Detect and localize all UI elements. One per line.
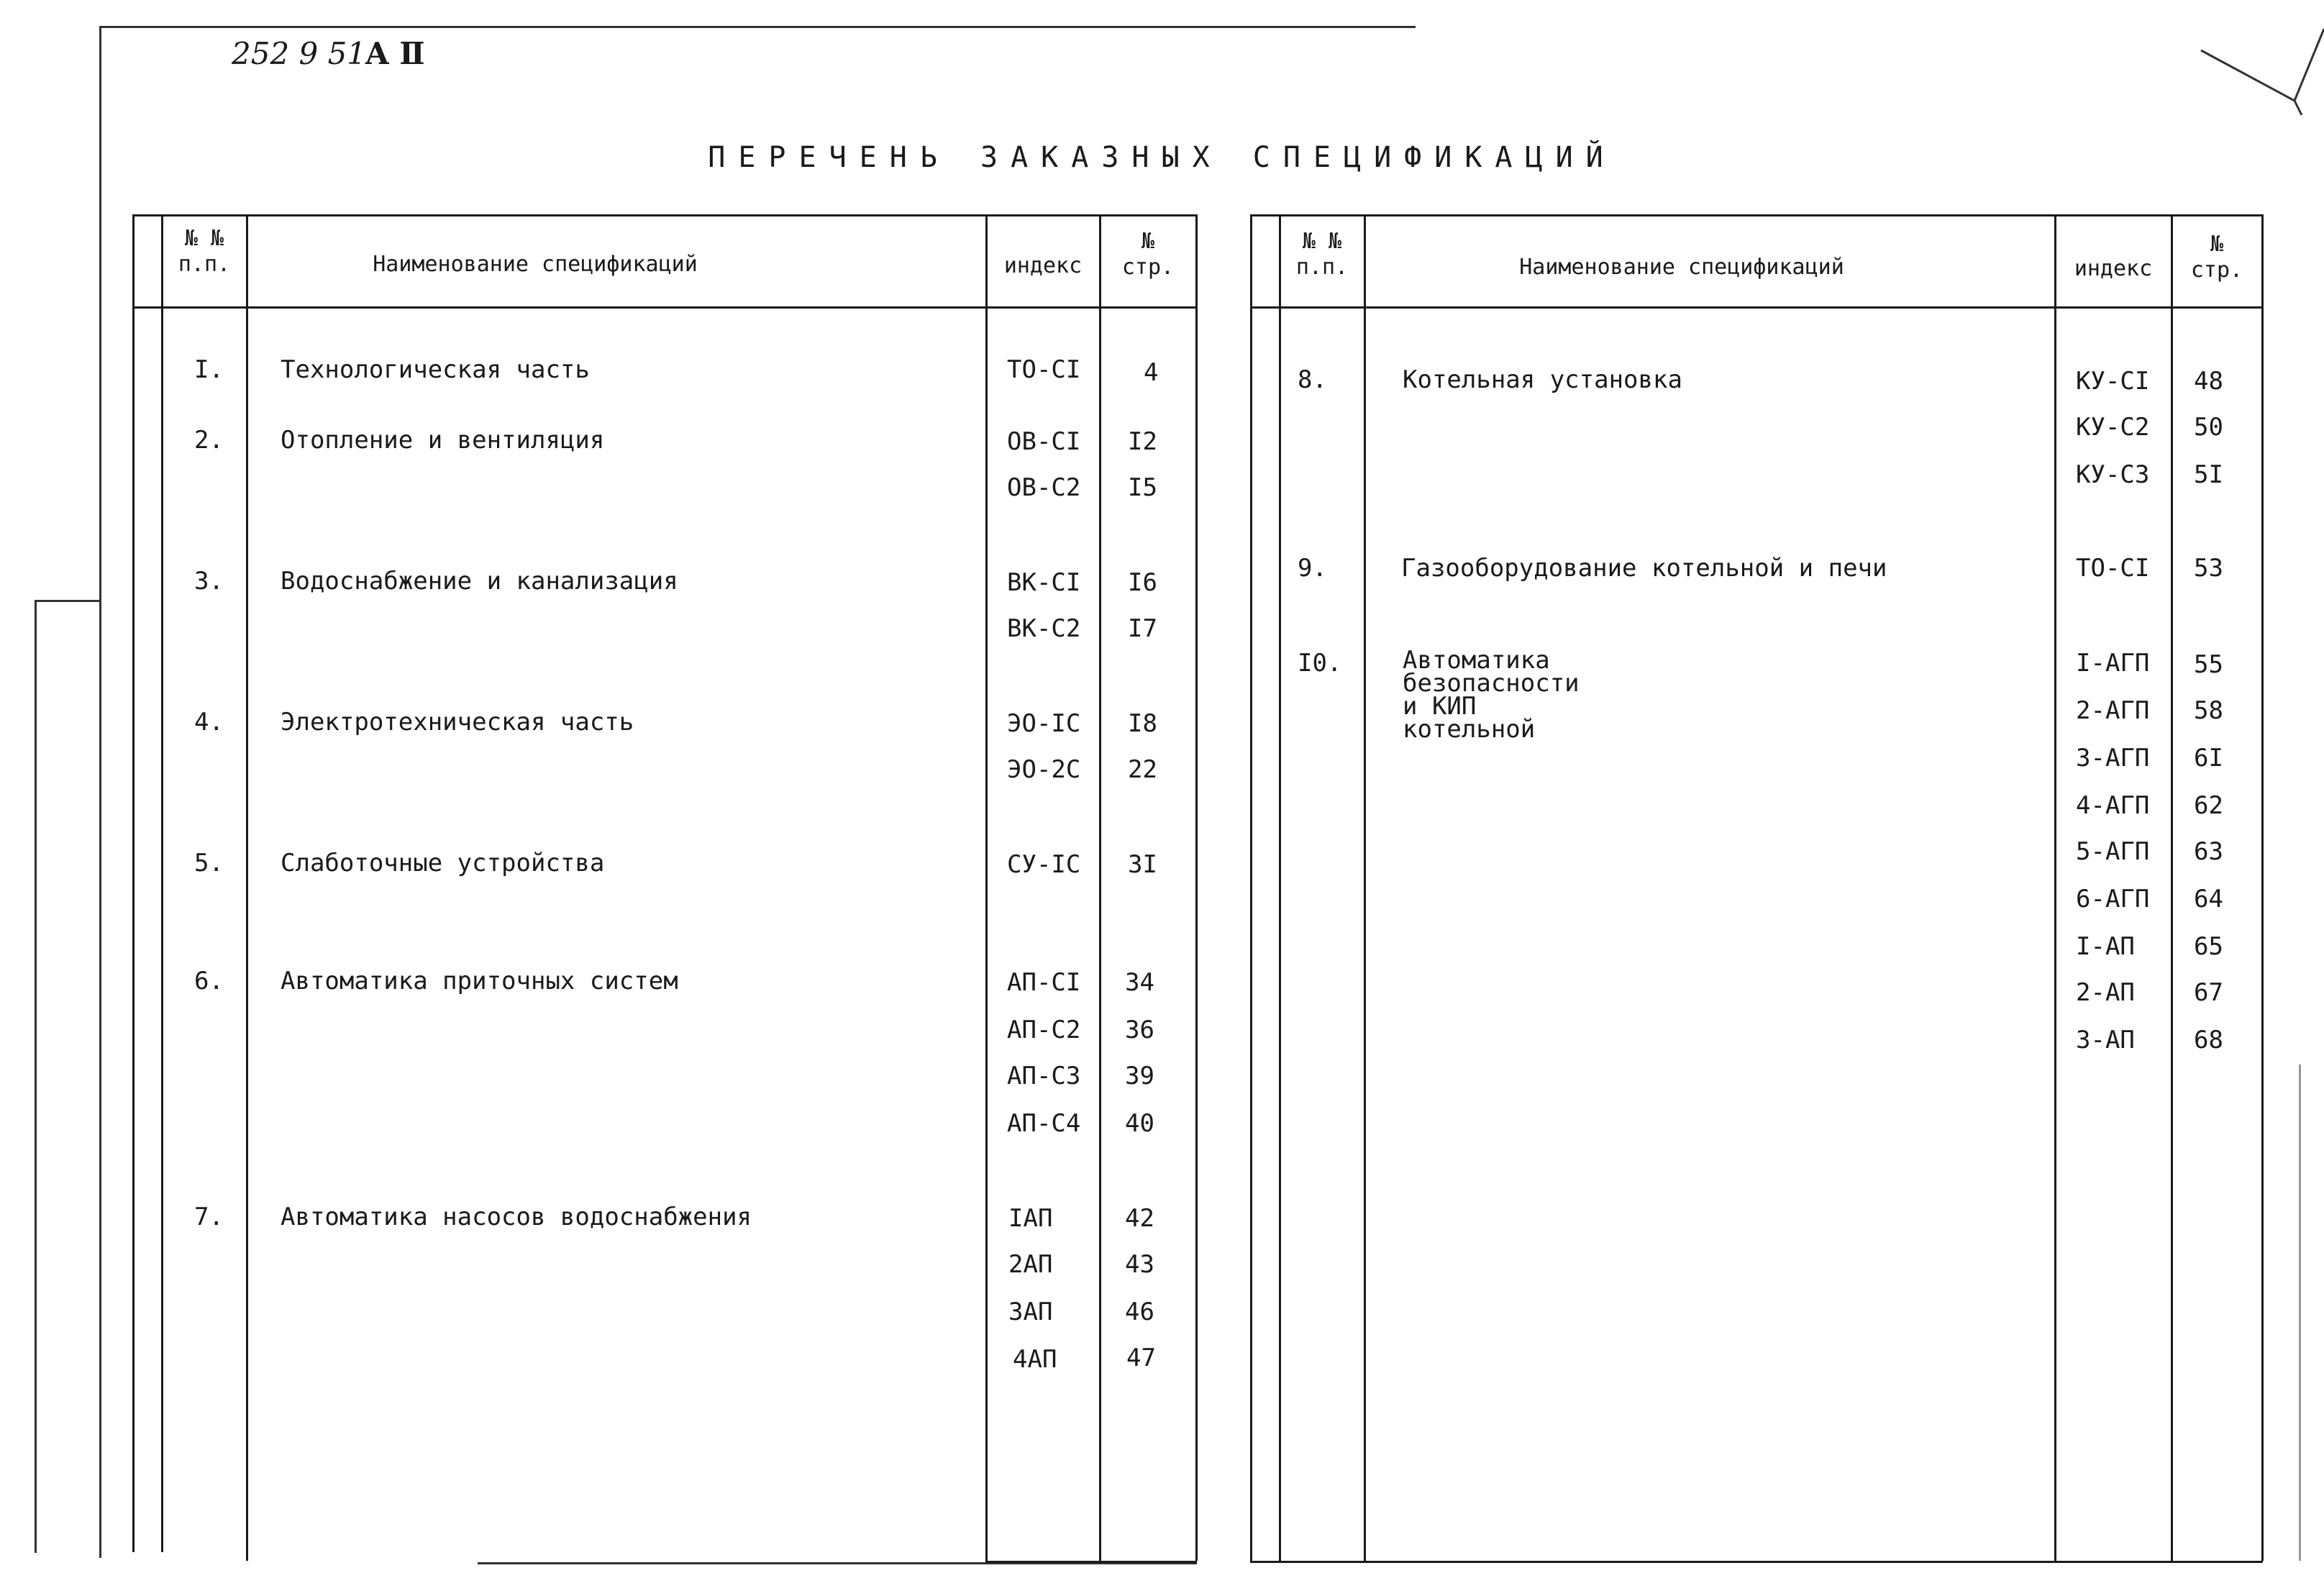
left-row-num: 4. (194, 708, 224, 737)
right-row-name: Газооборудование котельной и печи (1401, 554, 1887, 583)
left-row-name: Водоснабжение и канализация (281, 567, 678, 596)
left-header-page: № стр. (1121, 229, 1175, 280)
left-row-page: 42 (1125, 1204, 1154, 1233)
left-header-index: индекс (1003, 253, 1083, 278)
left-row-page: 43 (1125, 1250, 1154, 1279)
right-table-outer-left (1250, 214, 1252, 1561)
right-row-page: 53 (2194, 554, 2223, 583)
left-row-num: 6. (194, 967, 224, 995)
left-row-index: ЭО-2С (1007, 755, 1081, 784)
left-row-num: 7. (194, 1203, 224, 1231)
left-row-name: Технологическая часть (281, 355, 590, 384)
left-table-col-page (1099, 214, 1101, 1561)
left-row-name: Автоматика насосов водоснабжения (281, 1203, 752, 1231)
right-row-page: 5I (2194, 460, 2223, 489)
left-table-header-divider (132, 306, 1197, 309)
left-row-page: I2 (1128, 427, 1157, 456)
right-table-bottom-border (1250, 1561, 2263, 1563)
right-table-top-border (1250, 214, 2263, 216)
left-row-index: 3АП (1008, 1298, 1053, 1326)
corner-mark (2194, 0, 2324, 115)
right-row-num: 9. (1298, 554, 1327, 583)
left-row-index: АП-СI (1007, 968, 1081, 997)
left-row-page: 3I (1128, 850, 1157, 879)
sheet-mark: A Ⅱ (365, 36, 425, 71)
frame-top-line (99, 26, 1416, 28)
left-row-name: Автоматика приточных систем (281, 967, 678, 995)
left-table-col-num (161, 214, 163, 1552)
left-header-num: № № п.п. (178, 226, 231, 277)
left-row-num: I. (194, 355, 224, 384)
right-row-page: 6I (2194, 744, 2223, 772)
left-row-index: ВК-СI (1007, 568, 1081, 597)
right-header-name: Наименование спецификаций (1519, 255, 1844, 280)
left-row-index: 4АП (1013, 1345, 1057, 1374)
left-row-index: АП-С4 (1007, 1109, 1081, 1138)
right-row-page: 63 (2194, 837, 2223, 866)
right-table-col-name (1364, 214, 1366, 1561)
left-row-num: 3. (194, 567, 224, 596)
right-row-num: 8. (1298, 365, 1327, 394)
right-header-page: № стр. (2190, 232, 2243, 283)
right-row-page: 62 (2194, 791, 2223, 820)
right-header-num: № № п.п. (1295, 229, 1349, 280)
right-row-name: Автоматика безопасности и КИП котельной (1403, 646, 1580, 744)
left-row-num: 5. (194, 849, 224, 877)
left-table-bottom-border (985, 1561, 1197, 1563)
right-row-index: 3-АП (2076, 1026, 2135, 1054)
left-row-index: ВК-С2 (1007, 614, 1081, 643)
left-row-index: IАП (1008, 1204, 1053, 1233)
right-row-page: 64 (2194, 885, 2223, 913)
right-row-page: 55 (2194, 650, 2223, 679)
right-row-page: 67 (2194, 978, 2223, 1007)
right-row-index: КУ-С2 (2076, 413, 2150, 442)
right-row-index: I-АГП (2076, 649, 2150, 678)
left-row-page: I7 (1128, 614, 1157, 643)
left-row-index: АП-С3 (1007, 1062, 1081, 1090)
right-row-index: КУ-СI (2076, 367, 2150, 396)
left-row-index: ЭО-IС (1007, 709, 1081, 738)
left-table-col-index (985, 214, 988, 1561)
left-row-index: ОВ-СI (1007, 427, 1081, 456)
left-row-index: 2АП (1008, 1250, 1053, 1279)
margin-stub-line (35, 600, 37, 1553)
right-row-index: 5-АГП (2076, 837, 2150, 866)
right-table-col-page (2171, 214, 2173, 1561)
left-table-col-name (246, 214, 248, 1561)
left-row-index: СУ-IС (1007, 850, 1081, 879)
document-code: 252 9 51 (232, 36, 367, 71)
frame-left-line (99, 26, 101, 1558)
left-table-top-border (132, 214, 1197, 216)
left-row-page: 47 (1126, 1344, 1156, 1372)
right-row-index: 6-АГП (2076, 885, 2150, 913)
left-table-outer-right (1195, 214, 1198, 1561)
right-row-num: I0. (1298, 649, 1342, 678)
left-row-page: 4 (1144, 358, 1159, 387)
left-row-page: 34 (1125, 968, 1154, 997)
right-row-index: 2-АП (2076, 978, 2135, 1007)
right-row-index: КУ-С3 (2076, 460, 2150, 489)
right-table-col-index (2054, 214, 2056, 1561)
left-row-num: 2. (194, 426, 224, 455)
left-row-page: 22 (1128, 755, 1157, 784)
left-row-page: 46 (1125, 1298, 1154, 1326)
left-row-name: Слаботочные устройства (281, 849, 605, 877)
right-table-outer-right (2261, 214, 2264, 1561)
left-row-index: ОВ-С2 (1007, 473, 1081, 502)
left-row-page: 36 (1125, 1016, 1154, 1044)
left-row-page: 39 (1125, 1062, 1154, 1090)
right-row-page: 50 (2194, 413, 2223, 442)
left-row-page: I8 (1128, 709, 1157, 738)
right-row-index: 3-АГП (2076, 744, 2150, 772)
right-row-index: I-АП (2076, 932, 2135, 961)
left-header-name: Наименование спецификаций (373, 252, 698, 277)
right-table-header-divider (1250, 306, 2263, 309)
left-row-name: Электротехническая часть (281, 708, 634, 737)
right-row-index: 2-АГП (2076, 696, 2150, 725)
left-row-index: ТО-СI (1007, 355, 1081, 384)
right-row-index: 4-АГП (2076, 791, 2150, 820)
right-row-page: 48 (2194, 367, 2223, 396)
frame-right-edge (2299, 1065, 2301, 1561)
right-row-page: 68 (2194, 1026, 2223, 1054)
left-row-page: I6 (1128, 568, 1157, 597)
page-title: ПЕРЕЧЕНЬ ЗАКАЗНЫХ СПЕЦИФИКАЦИЙ (708, 141, 1616, 174)
left-row-name: Отопление и вентиляция (281, 426, 605, 455)
left-row-index: АП-С2 (1007, 1016, 1081, 1044)
right-row-page: 58 (2194, 696, 2223, 725)
right-header-index: индекс (2074, 256, 2153, 281)
right-table-col-num (1279, 214, 1281, 1561)
left-row-page: I5 (1128, 473, 1157, 502)
right-row-page: 65 (2194, 932, 2223, 961)
left-row-page: 40 (1125, 1109, 1154, 1138)
margin-stub-top (35, 600, 101, 602)
left-table-outer-left (132, 214, 135, 1552)
right-row-index: ТО-СI (2076, 554, 2150, 583)
right-row-name: Котельная установка (1403, 365, 1682, 394)
